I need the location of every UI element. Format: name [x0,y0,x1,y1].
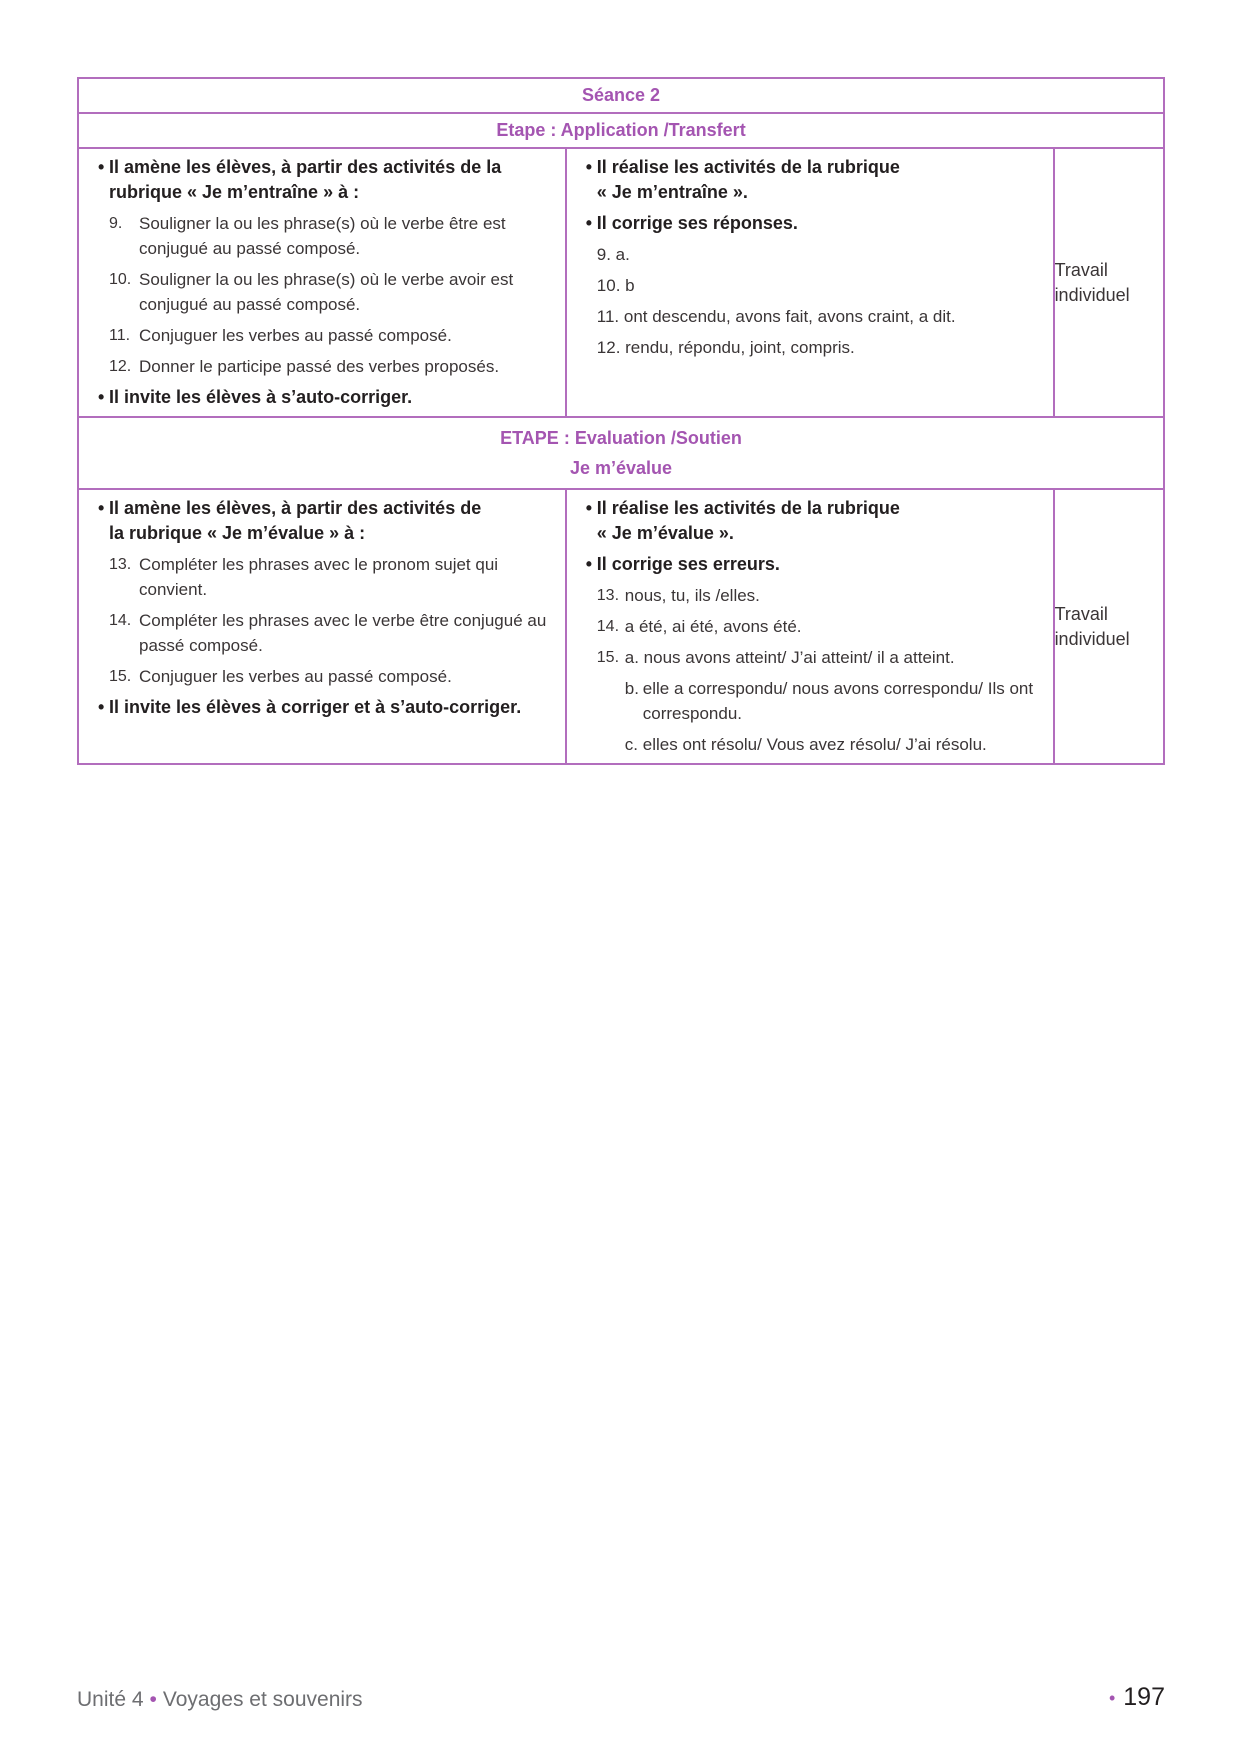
stage1-teacher-bullet1: • Il amène les élèves, à partir des activités de la rubrique « Je m’entraîne » à : [98,157,502,202]
lesson-plan-table [77,77,1165,765]
stage1-title: Etape : Application /Transfert [78,113,1164,148]
page-number-dot: • [1108,1687,1116,1708]
list-item: 11. Conjuguer les verbes au passé composé. [109,326,452,345]
stage2-title: ETAPE : Evaluation /Soutien [500,428,742,448]
footer-unit-label [77,1688,363,1712]
stage2-header-cell [78,417,1164,489]
stage2-work-mode: Travail individuel [1054,489,1164,764]
footer-unit: Unité 4 [77,1688,144,1711]
stage1-teacher-bullet2: • Il invite les élèves à s’auto-corriger. [98,387,413,407]
answer-item: 9. a. [596,245,630,264]
stage1-student-cell [566,148,1054,417]
answer-item: 14. a été, ai été, avons été. [596,617,802,636]
stage2-subtitle: Je m’évalue [569,458,673,478]
list-item: 10. Souligner la ou les phrase(s) où le verbe avoir est conjugué au passé composé. [109,270,514,314]
stage2-student-bullet1: • Il réalise les activités de la rubrique « Je m’évalue ». [585,498,900,543]
page-number: 197 [1123,1683,1165,1711]
answer-item: 13. nous, tu, ils /elles. [596,586,760,605]
list-item: 14. Compléter les phrases avec le verbe être conjugué au passé composé. [109,611,547,655]
stage1-header-row [78,113,1164,148]
answer-item: 12. rendu, répondu, joint, compris. [596,338,855,357]
answer-item: 15. a. nous avons atteint/ J’ai atteint/ il a atteint. [596,648,955,667]
stage1-student-bullet1: • Il réalise les activités de la rubrique « Je m’entraîne ». [585,157,900,202]
stage1-content-row [78,148,1164,417]
list-item: 12. Donner le participe passé des verbes proposés. [109,357,500,376]
sub-answer-item: b. elle a correspondu/ nous avons correspondu/ Ils ont correspondu. [624,679,1034,723]
stage2-content-row [78,489,1164,764]
answer-item: 11. ont descendu, avons fait, avons craint, a dit. [596,307,956,326]
footer-unit-title: Voyages et souvenirs [162,1688,363,1711]
session-header-row [78,78,1164,113]
stage2-student-bullet2: • Il corrige ses erreurs. [585,554,780,574]
list-item: 9. Souligner la ou les phrase(s) où le verbe être est conjugué au passé composé. [109,214,506,258]
stage1-work-mode: Travail individuel [1054,148,1164,417]
list-item: 13. Compléter les phrases avec le pronom sujet qui convient. [109,555,499,599]
answer-item: 10. b [596,276,635,295]
stage2-teacher-bullet2: • Il invite les élèves à corriger et à s’auto-corriger. [98,697,522,717]
stage2-teacher-cell [78,489,566,764]
stage1-student-bullet2: • Il corrige ses réponses. [585,213,798,233]
sub-answer-item: c. elles ont résolu/ Vous avez résolu/ J’ai résolu. [624,735,987,754]
stage2-student-cell [566,489,1054,764]
page-number-block [1109,1683,1165,1712]
stage2-header-row [78,417,1164,489]
session-title: Séance 2 [78,78,1164,113]
list-item: 15. Conjuguer les verbes au passé composé. [109,667,452,686]
stage2-teacher-bullet1: • Il amène les élèves, à partir des activités de la rubrique « Je m’évalue » à : [98,498,482,543]
stage1-teacher-cell [78,148,566,417]
footer-separator: • [149,1688,157,1711]
